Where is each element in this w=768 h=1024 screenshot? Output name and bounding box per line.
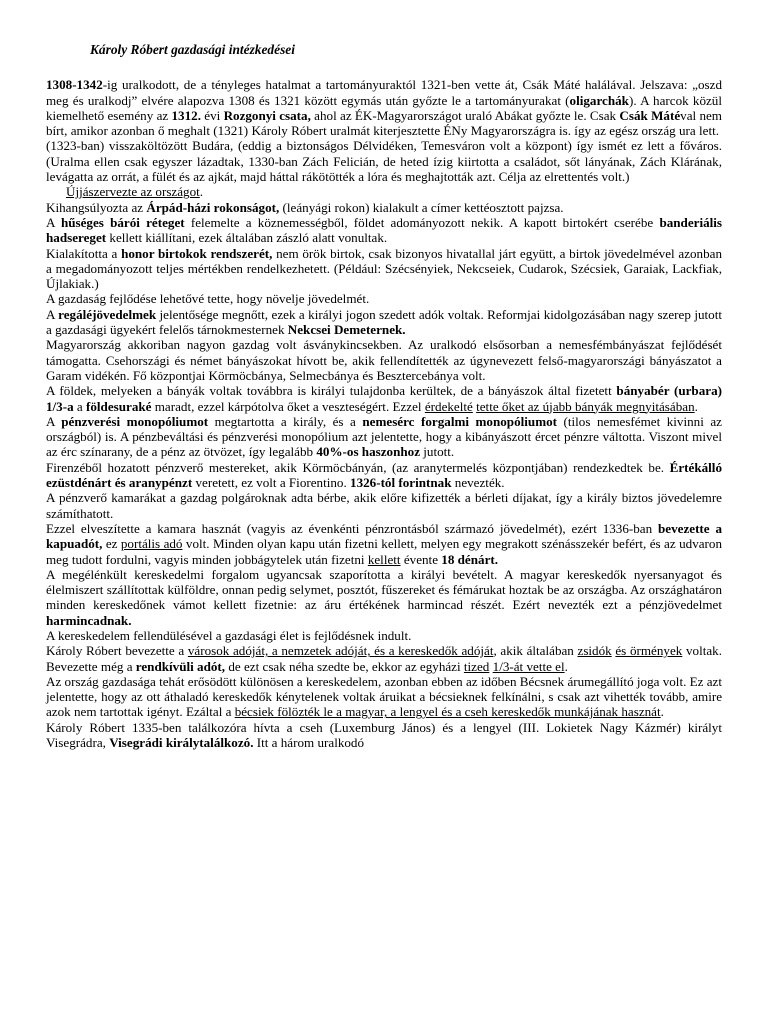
text-run: nemesérc forgalmi monopóliumot <box>362 413 558 429</box>
paragraph-5 <box>46 246 722 292</box>
paragraph-16 <box>46 643 722 674</box>
text-run: A pénzverő kamarákat a gazdag polgároknak adta bérbe, akik előre kifizették a bérleti díjakat, így a király biztos jövedelemre számíthatott. <box>46 490 722 521</box>
text-run: Nekcsei Demeternek. <box>287 322 406 338</box>
text-run: Károly Róbert 1335-ben találkozóra hívta a cseh (Luxemburg János) és a lengyel (III. Lokietek Nagy Kázmér) királyt Visegrádra, <box>46 719 722 751</box>
paragraph-9 <box>46 383 722 414</box>
text-run: portális adó <box>120 536 183 552</box>
text-run: Értékálló ezüstdénárt és aranypénzt <box>46 459 722 491</box>
text-run: veretett, ez volt a Fiorentino. <box>192 475 351 491</box>
text-run: harmincadnak. <box>46 612 132 628</box>
paragraph-6 <box>46 291 722 306</box>
paragraph-8 <box>46 337 722 383</box>
text-run: Károly Róbert bevezette a <box>46 643 188 659</box>
text-run: regáléjövedelmek <box>58 306 157 322</box>
text-run: Firenzéből hozatott pénzverő mestereket, akik Körmöcbányán, (az aranytermelés központjában) rendezkedtek be. <box>46 459 670 475</box>
text-run: Kialakította a <box>46 245 122 261</box>
text-run: Kihangsúlyozta az <box>46 199 147 215</box>
paragraph-4 <box>46 215 722 246</box>
text-run: A <box>46 214 61 230</box>
paragraph-3 <box>46 200 722 215</box>
text-run: hűséges bárói réteget <box>60 214 185 230</box>
text-run: 18 dénárt. <box>441 551 499 567</box>
text-run: rendkívüli adót, <box>135 658 226 674</box>
text-run: val nem bírt, amikor azonban ő meghalt (1321) Károly Róbert uralmát kiterjesztette ÉNy Magyarországra is. így az egész ország ura lett. <box>46 107 722 139</box>
paragraph-11 <box>46 460 722 491</box>
text-run: Az ország gazdasága tehát erősödött különösen a kereskedelem, azonban ebben az időben Bécsnek árumegállító joga volt. Ez azt jelentette, hogy az ott áthaladó kereskedők kénytelenek voltak áruikat a bécsieknek felkínálni, s csak azt vihették tovább, amire azok nem tartottak igényt. Ezáltal a <box>46 673 722 720</box>
paragraph-15 <box>46 628 722 643</box>
text-run: 40%-os haszonhoz <box>316 444 421 460</box>
text-run: A <box>46 413 62 429</box>
text-run: (tilos nemesfémet kivinni az országból) is. A pénzbeváltási és pénzverési monopólium azt jelentette, hogy a kibányászott ércet pénzre váltotta. Viszont mivel az érc színarany, de a pénz az ötvözet, így legalább <box>46 413 722 460</box>
paragraph-10 <box>46 414 722 460</box>
text-run: , akik általában <box>493 643 578 659</box>
text-run: 1/3-át vette el <box>492 658 565 674</box>
text-run: honor birtokok rendszerét, <box>121 245 273 261</box>
text-run: A gazdaság fejlődése lehetővé tette, hogy növelje jövedelmét. <box>46 291 370 307</box>
text-run: -ig uralkodott, de a tényleges hatalmat a tartományuraktól 1321-ben vette át, Csák Máté halálával. Jelszava: „oszd meg és uralkodj” elvére alapozva 1308 és 1321 között egymás után győzte le a tartományurakat ( <box>46 77 722 108</box>
text-run: tized <box>463 658 490 674</box>
text-run: évente <box>400 551 442 567</box>
text-run: . <box>199 184 204 200</box>
text-run: nevezték. <box>451 475 505 491</box>
text-run: zsidók <box>577 643 612 659</box>
paragraph-0 <box>46 77 722 138</box>
text-run: oligarchák <box>569 92 629 108</box>
text-run: felemelte a köznemességből, földet adományozott nekik. A kapott birtokért cserébe <box>184 214 660 230</box>
text-run: . <box>564 658 568 674</box>
text-run: jelentősége megnőtt, ezek a királyi jogon szedett adók voltak. Reformjai kidolgozásában nagy szerep jutott a gazdasági ügyekért felelős tárnokmesternek <box>46 306 722 338</box>
paragraph-7 <box>46 307 722 338</box>
text-run: jutott. <box>420 444 455 460</box>
text-run: bécsiek fölözték le a magyar, a lengyel és a cseh kereskedők munkájának hasznát <box>234 704 661 720</box>
text-run: A megélénkült kereskedelmi forgalom ugyancsak szaporította a királyi bevételt. A magyar kereskedők nyersanyagot és élelmiszert szállítottak külföldre, onnan pedig selymet, posztót, fűszereket és fémárukat hoztak be az országba. Az országhatáron minden kereskedőnek vámot kellett fizetnie: az áru értékének harmincad részét. Ezért nevezték ezt a pénzjövedelmet <box>46 566 722 613</box>
text-run: voltak. Bevezette még a <box>46 643 722 674</box>
text-run: Rozgonyi csata, <box>223 107 311 123</box>
text-run: 1326-tól forintnak <box>350 475 452 491</box>
text-run: kellett kiállítani, ezek általában zászló alatt vonultak. <box>106 230 388 246</box>
paragraph-14 <box>46 567 722 628</box>
text-run: ahol az ÉK-Magyarországot uraló Abákat győzte le. Csak <box>310 107 620 123</box>
text-run: bányabér (urbara) 1/3-a <box>46 383 722 414</box>
text-run: megtartotta a király, és a <box>208 413 363 429</box>
text-run: (leányági rokon) kialakult a címer kettéosztott pajzsa. <box>279 199 564 215</box>
document-body <box>46 77 722 750</box>
text-run: ). A harcok közül kiemelhető esemény az <box>46 92 722 123</box>
paragraph-2 <box>46 184 722 199</box>
text-run: A <box>46 306 59 322</box>
text-run: ez <box>102 536 121 552</box>
text-run: érdekelté <box>424 398 473 414</box>
text-run: volt. Minden olyan kapu után fizetni kellett, melyen egy megrakott szénásszekér befért, és az udvaron meg tudott fordulni, vagyis minden jobbágytelek után fizetni <box>46 536 723 567</box>
text-run: Árpád-házi rokonságot, <box>146 199 280 215</box>
paragraph-18 <box>46 720 722 751</box>
text-run: a <box>73 398 86 414</box>
paragraph-13 <box>46 521 722 567</box>
paragraph-12 <box>46 490 722 521</box>
paragraph-1 <box>46 138 722 184</box>
text-run: Magyarország akkoriban nagyon gazdag volt ásványkincsekben. Az uralkodó elsősorban a nemesfémbányászat fejlődését támogatta. Csehországi és német bányászokat hívott be, akik fellendítették az úgynevezett felső-magyarországi bányászatot a Garam vidékén. Fő központjai Körmöcbánya, Selmecbánya és Besztercebánya volt. <box>46 337 722 383</box>
text-run: évi <box>200 107 224 123</box>
text-run: Itt a három uralkodó <box>253 735 365 751</box>
text-run: de ezt csak néha szedte be, ekkor az egyházi <box>225 658 464 674</box>
text-run: A földek, melyeken a bányák voltak továbbra is királyi tulajdonba kerültek, de a bányászok által fizetett <box>46 383 617 399</box>
text-run: Újjászervezte az országot <box>66 184 200 200</box>
text-run: nem örök birtok, csak bizonyos hivatallal járt együtt, a birtok jövedelmével azonban a megadományozott teljes mértékben rendelkezhetett. (Például: Szécsényiek, Nekcseiek, Cudarok, Szécsiek, Garaiak, Lackfiak, Újlakiak.) <box>46 245 722 292</box>
document-page <box>46 42 722 750</box>
paragraph-17 <box>46 674 722 720</box>
text-run: Ezzel elveszítette a kamara hasznát (vagyis az évenkénti pénzrontásból származó jövedelmét), ezért 1336-ban <box>46 520 658 536</box>
text-run: földesuraké <box>86 398 152 414</box>
text-run: kellett <box>367 551 401 567</box>
text-run: és örmények <box>615 643 683 659</box>
text-run: (1323-ban) visszaköltözött Budára, (eddig a biztonságos Délvidéken, Temesváron volt a központ) így ismét ez lett a főváros. (Uralma ellen csak egyszer lázadtak, 1330-ban Zách Felicián, de heted ízig kiirtotta a családot, sőt lányának, Zách Klárának, levágatta az orrát, a fülét és az ajkát, majd háttal rákötötték a lóra és meghajtották azt. Célja az elrettentés volt.) <box>46 138 722 185</box>
document-title: Károly Róbert gazdasági intézkedései <box>90 42 295 57</box>
text-run: városok adóját, a nemzetek adóját, és a kereskedők adóját <box>187 643 494 659</box>
text-run: 1308-1342 <box>46 77 103 93</box>
text-run: pénzverési monopóliumot <box>61 413 209 429</box>
text-run: bevezette a kapuadót, <box>46 520 722 552</box>
text-run: Visegrádi királytalálkozó. <box>109 735 254 751</box>
text-run: A kereskedelem fellendülésével a gazdasági élet is fejlődésnek indult. <box>46 627 412 643</box>
text-run: . <box>660 704 664 720</box>
text-run: . <box>694 398 698 414</box>
text-run: Csák Máté <box>619 107 681 123</box>
text-run: banderiális hadsereget <box>46 214 723 246</box>
text-run: 1312. <box>171 107 201 123</box>
text-run: maradt, ezzel kárpótolva őket a veszteségért. Ezzel <box>151 398 425 414</box>
text-run: tette őket az újabb bányák megnyitásában <box>476 398 695 414</box>
